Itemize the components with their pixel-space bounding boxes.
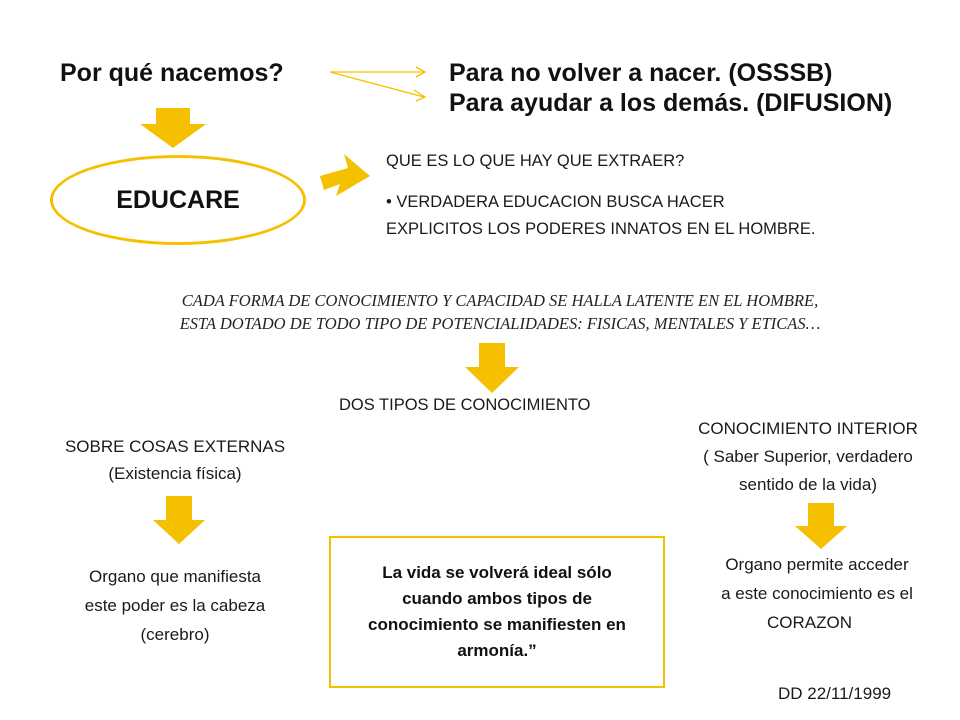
harmony-text: La vida se volverá ideal sólo cuando ambos tipos de conocimiento se manifiesten en armonía.” — [368, 563, 626, 660]
internal-organ: Organo permite acceder a este conocimiento es el CORAZON — [721, 555, 913, 632]
latent-text: CADA FORMA DE CONOCIMIENTO Y CAPACIDAD SE HALLA LATENTE EN EL HOMBRE, ESTA DOTADO DE TODO TIPO DE POTENCIALIDADES: FISICAS, MENTALES Y ETICAS… — [179, 291, 821, 333]
extract-bullet: • VERDADERA EDUCACION BUSCA HACER EXPLICITOS LOS PODERES INNATOS EN EL HOMBRE. — [386, 193, 816, 238]
extract-question: QUE ES LO QUE HAY QUE EXTRAER? — [386, 152, 685, 170]
signature-date: DD 22/11/1999 — [778, 684, 892, 703]
answer-2: Para ayudar a los demás. (DIFUSION) — [449, 89, 893, 117]
external-organ: Organo que manifiesta este poder es la cabeza (cerebro) — [84, 567, 266, 644]
question-title: Por qué nacemos? — [60, 59, 284, 87]
down-arrow-icon — [153, 496, 205, 544]
answer-1: Para no volver a nacer. (OSSSB) — [449, 59, 833, 87]
internal-knowledge: CONOCIMIENTO INTERIOR ( Saber Superior, verdadero sentido de la vida) — [698, 419, 918, 494]
down-arrow-icon — [465, 343, 519, 393]
two-types-heading: DOS TIPOS DE CONOCIMIENTO — [339, 396, 591, 414]
external-knowledge: SOBRE COSAS EXTERNAS (Existencia física) — [64, 437, 286, 483]
educare-label: EDUCARE — [116, 185, 240, 214]
down-arrow-icon — [140, 108, 206, 148]
down-arrow-icon — [795, 503, 847, 549]
educare-ellipse — [50, 155, 306, 245]
harmony-box — [329, 536, 665, 688]
bullet-icon: • — [386, 193, 397, 211]
right-arrow-icon — [318, 150, 370, 202]
